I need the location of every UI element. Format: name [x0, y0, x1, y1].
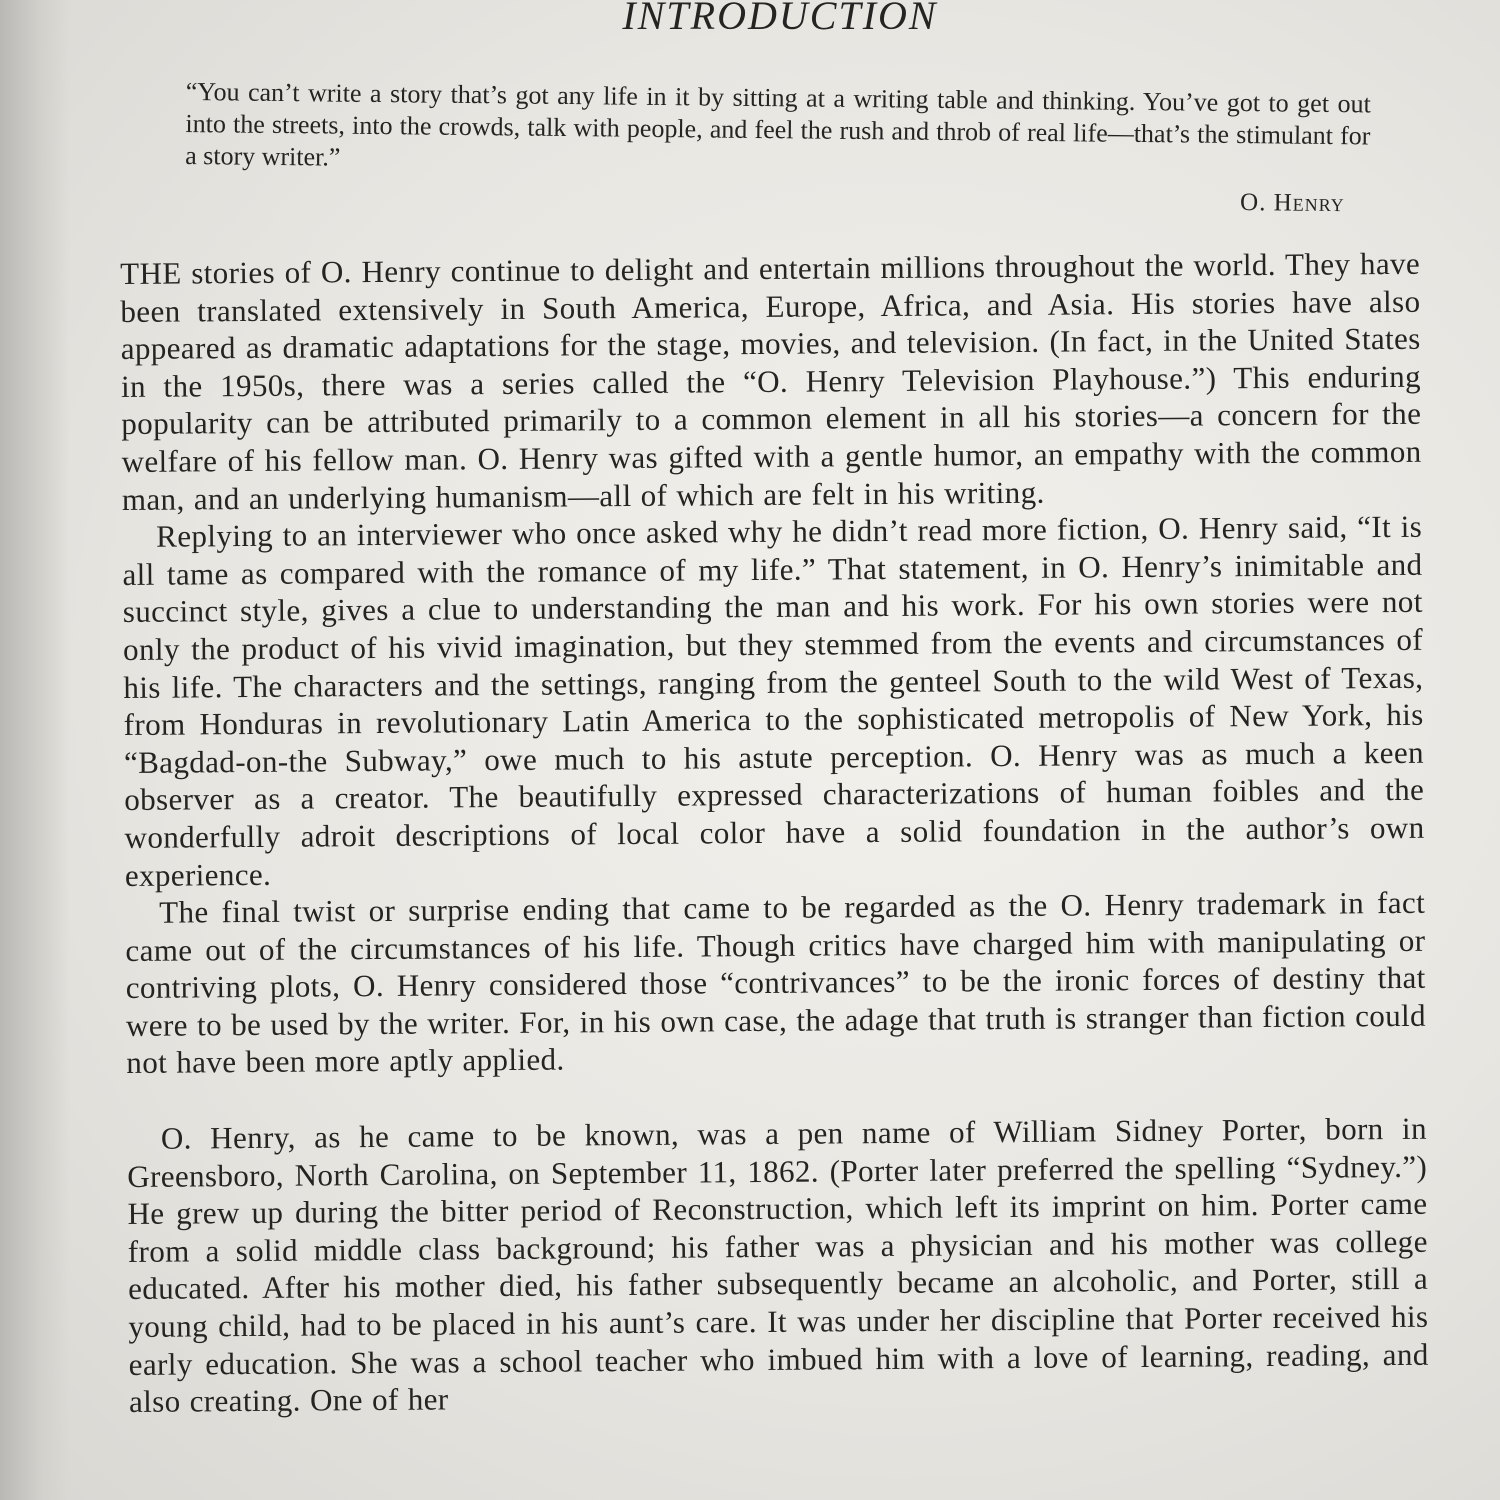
- epigraph-attribution: O. Henry: [1239, 189, 1345, 218]
- paragraph-3: The final twist or surprise ending that came to be regarded as the O. Henry trademark in fact came out of the circumstances of his life. Though critics have charged him with manipulating or contriving plots, O. Henry considered those “contrivances” to be the ironic forces of destiny that were to be used by the writer. For, in his own case, the adage that truth is stranger than fiction could not have been more aptly applied.: [125, 884, 1427, 1081]
- body-text: [120, 245, 1429, 1421]
- paragraph-4: O. Henry, as he came to be known, was a pen name of William Sidney Porter, born in Greensboro, North Carolina, on September 11, 1862. (Porter later preferred the spelling “Sydney.”) He grew up during the bitter period of Reconstruction, which left its imprint on him. Porter came from a solid middle class background; his father was a physician and his mother was college educated. After his mother died, his father subsequently became an alcoholic, and Porter, still a young child, had to be placed in his aunt’s care. It was under her discipline that Porter received his early education. She was a school teacher who imbued him with a love of learning, reading, and also creating. One of her: [127, 1110, 1429, 1420]
- paragraph-2: Replying to an interviewer who once asked why he didn’t read more fiction, O. Henry said, “It is all tame as compared with the romance of my life.” That statement, in O. Henry’s inimitable and succinct style, gives a clue to understanding the man and his work. For his own stories were not only the product of his vivid imagination, but they stemmed from the events and circumstances of his life. The characters and the settings, ranging from the genteel South to the wild West of Texas, from Honduras in revolutionary Latin America to the sophisticated metropolis of New York, his “Bagdad-on-the Subway,” owe much to his astute perception. O. Henry was as much a keen observer as a creator. The beautifully expressed characterizations of human foibles and the wonderfully adroit descriptions of local color have a solid foundation in the author’s own experience.: [122, 508, 1425, 893]
- epigraph: [185, 76, 1371, 218]
- page-heading: INTRODUCTION: [622, 0, 938, 38]
- epigraph-quote: “You can’t write a story that’s got any life in it by sitting at a writing table and thinking. You’ve got to get out into the streets, into the crowds, talk with people, and feel the rush and throb of real life—that’s the stimulant for a story writer.”: [185, 76, 1371, 172]
- paragraph-1: THE stories of O. Henry continue to delight and entertain millions throughout the world. They have been translated extensively in South America, Europe, Africa, and Asia. His stories have also appeared as dramatic adaptations for the stage, movies, and television. (In fact, in the United States in the 1950s, there was a series called the “O. Henry Television Playhouse.”) This enduring popularity can be attributed primarily to a common element in all his stories—a concern for the welfare of his fellow man. O. Henry was gifted with a gentle humor, an empathy with the common man, and an underlying humanism—all of which are felt in his writing.: [120, 245, 1422, 517]
